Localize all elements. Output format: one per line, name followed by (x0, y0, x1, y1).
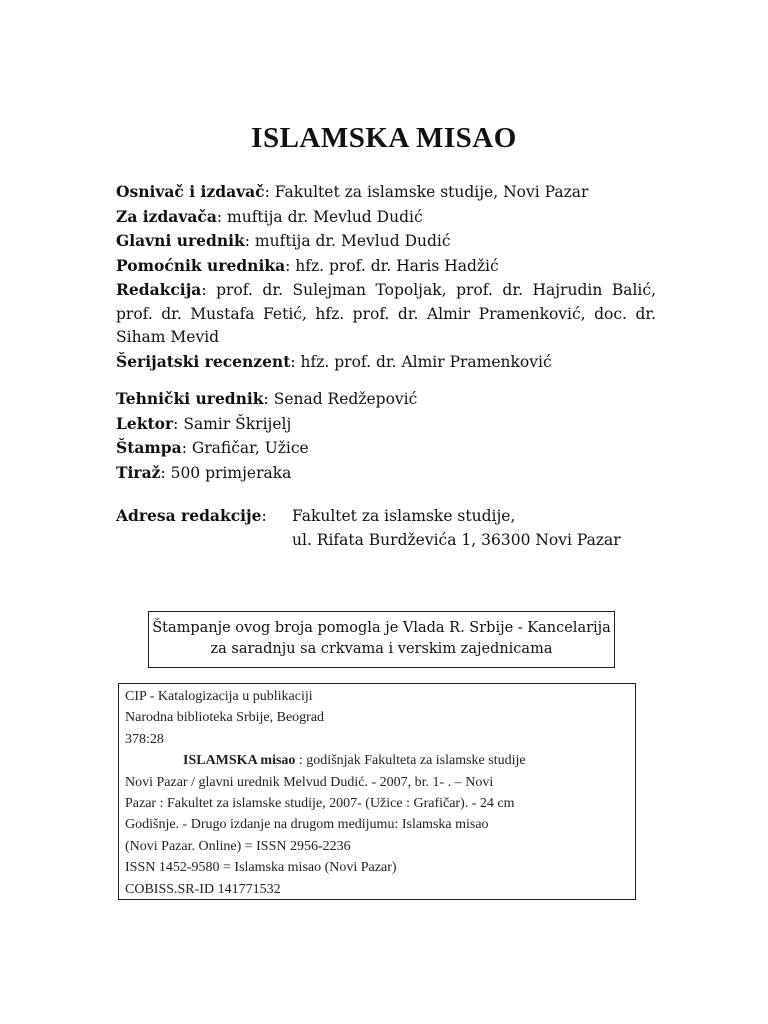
address-label: Adresa redakcije (116, 506, 262, 525)
address-line-1: Fakultet za islamske studije, (292, 507, 516, 525)
address-line-2: ul. Rifata Burdževića 1, 36300 Novi Pazar (292, 531, 621, 549)
cip-line: Godišnje. - Drugo izdanje na drugom medijumu: Islamska misao (125, 817, 489, 833)
field-value: : muftija dr. Mevlud Dudić (244, 232, 451, 250)
cip-line: CIP - Katalogizacija u publikaciji (125, 689, 313, 704)
cip-line: COBISS.SR-ID 141771532 (125, 881, 281, 897)
masthead-editor-in-chief (116, 229, 656, 254)
address-value (292, 504, 621, 552)
technical-editor (116, 387, 656, 412)
field-label: Lektor (116, 413, 174, 433)
masthead-block (116, 180, 656, 374)
masthead-for-publisher (116, 205, 656, 230)
field-label: Šerijatski recenzent (116, 351, 291, 371)
field-value: : prof. dr. Sulejman Topoljak, prof. dr. Hajrudin Balić, prof. dr. Mustafa Fetić, hfz. prof. dr. Almir Pramenković, doc. dr. Siham Mevid (116, 281, 656, 346)
field-value: : Grafičar, Užice (181, 439, 309, 457)
cip-line: Novi Pazar / glavni urednik Melvud Dudić. - 2007, br. 1- . – Novi (125, 774, 494, 790)
address-label-line (116, 504, 267, 528)
address-colon: : (261, 507, 267, 525)
masthead-editorial-board (116, 278, 656, 350)
field-label: Za izdavača (116, 206, 217, 226)
technical-print (116, 436, 656, 461)
field-label: Glavni urednik (116, 231, 245, 250)
field-label: Tiraž (116, 462, 161, 482)
field-value: : Senad Redžepović (263, 390, 418, 408)
masthead-assistant-editor (116, 254, 656, 279)
field-label: Pomoćnik urednika (116, 255, 286, 275)
technical-proofreader (116, 412, 656, 437)
field-label: Osnivač i izdavač (116, 182, 265, 201)
field-value: : 500 primjeraka (160, 463, 292, 482)
field-value: : hfz. prof. dr. Almir Pramenković (290, 352, 552, 371)
field-value: : Fakultet za islamske studije, Novi Pazar (264, 183, 589, 201)
cip-title: ISLAMSKA misao (183, 753, 296, 769)
cip-title-line (125, 750, 635, 771)
masthead-founder (116, 180, 656, 205)
field-label: Tehnički urednik (116, 389, 264, 408)
masthead-sharia-reviewer (116, 350, 656, 375)
field-value: : muftija dr. Mevlud Dudić (216, 207, 423, 226)
funding-notice-box (148, 611, 615, 668)
cip-line: Pazar : Fakultet za islamske studije, 2007- (Užice : Grafičar). - 24 cm (125, 796, 515, 812)
notice-line-1: Štampanje ovog broja pomogla je Vlada R. Srbije - Kancelarija (152, 620, 611, 636)
cip-line: Narodna biblioteka Srbije, Beograd (125, 710, 325, 726)
technical-circulation (116, 461, 656, 486)
cip-record-box (118, 683, 636, 900)
field-label: Redakcija (116, 280, 202, 299)
page-title: ISLAMSKA MISAO (251, 122, 517, 154)
cip-title-rest: : godišnjak Fakulteta za islamske studije (295, 753, 526, 769)
cip-line: 378:28 (125, 731, 164, 747)
technical-block (116, 387, 656, 485)
cip-line: (Novi Pazar. Online) = ISSN 2956-2236 (125, 838, 351, 854)
field-value: : hfz. prof. dr. Haris Hadžić (285, 256, 499, 275)
cip-line: ISSN 1452-9580 = Islamska misao (Novi Pazar) (125, 860, 397, 876)
notice-line-2: za saradnju sa crkvama i verskim zajednicama (210, 641, 553, 657)
field-label: Štampa (116, 438, 182, 457)
field-value: : Samir Škrijelj (173, 414, 292, 433)
